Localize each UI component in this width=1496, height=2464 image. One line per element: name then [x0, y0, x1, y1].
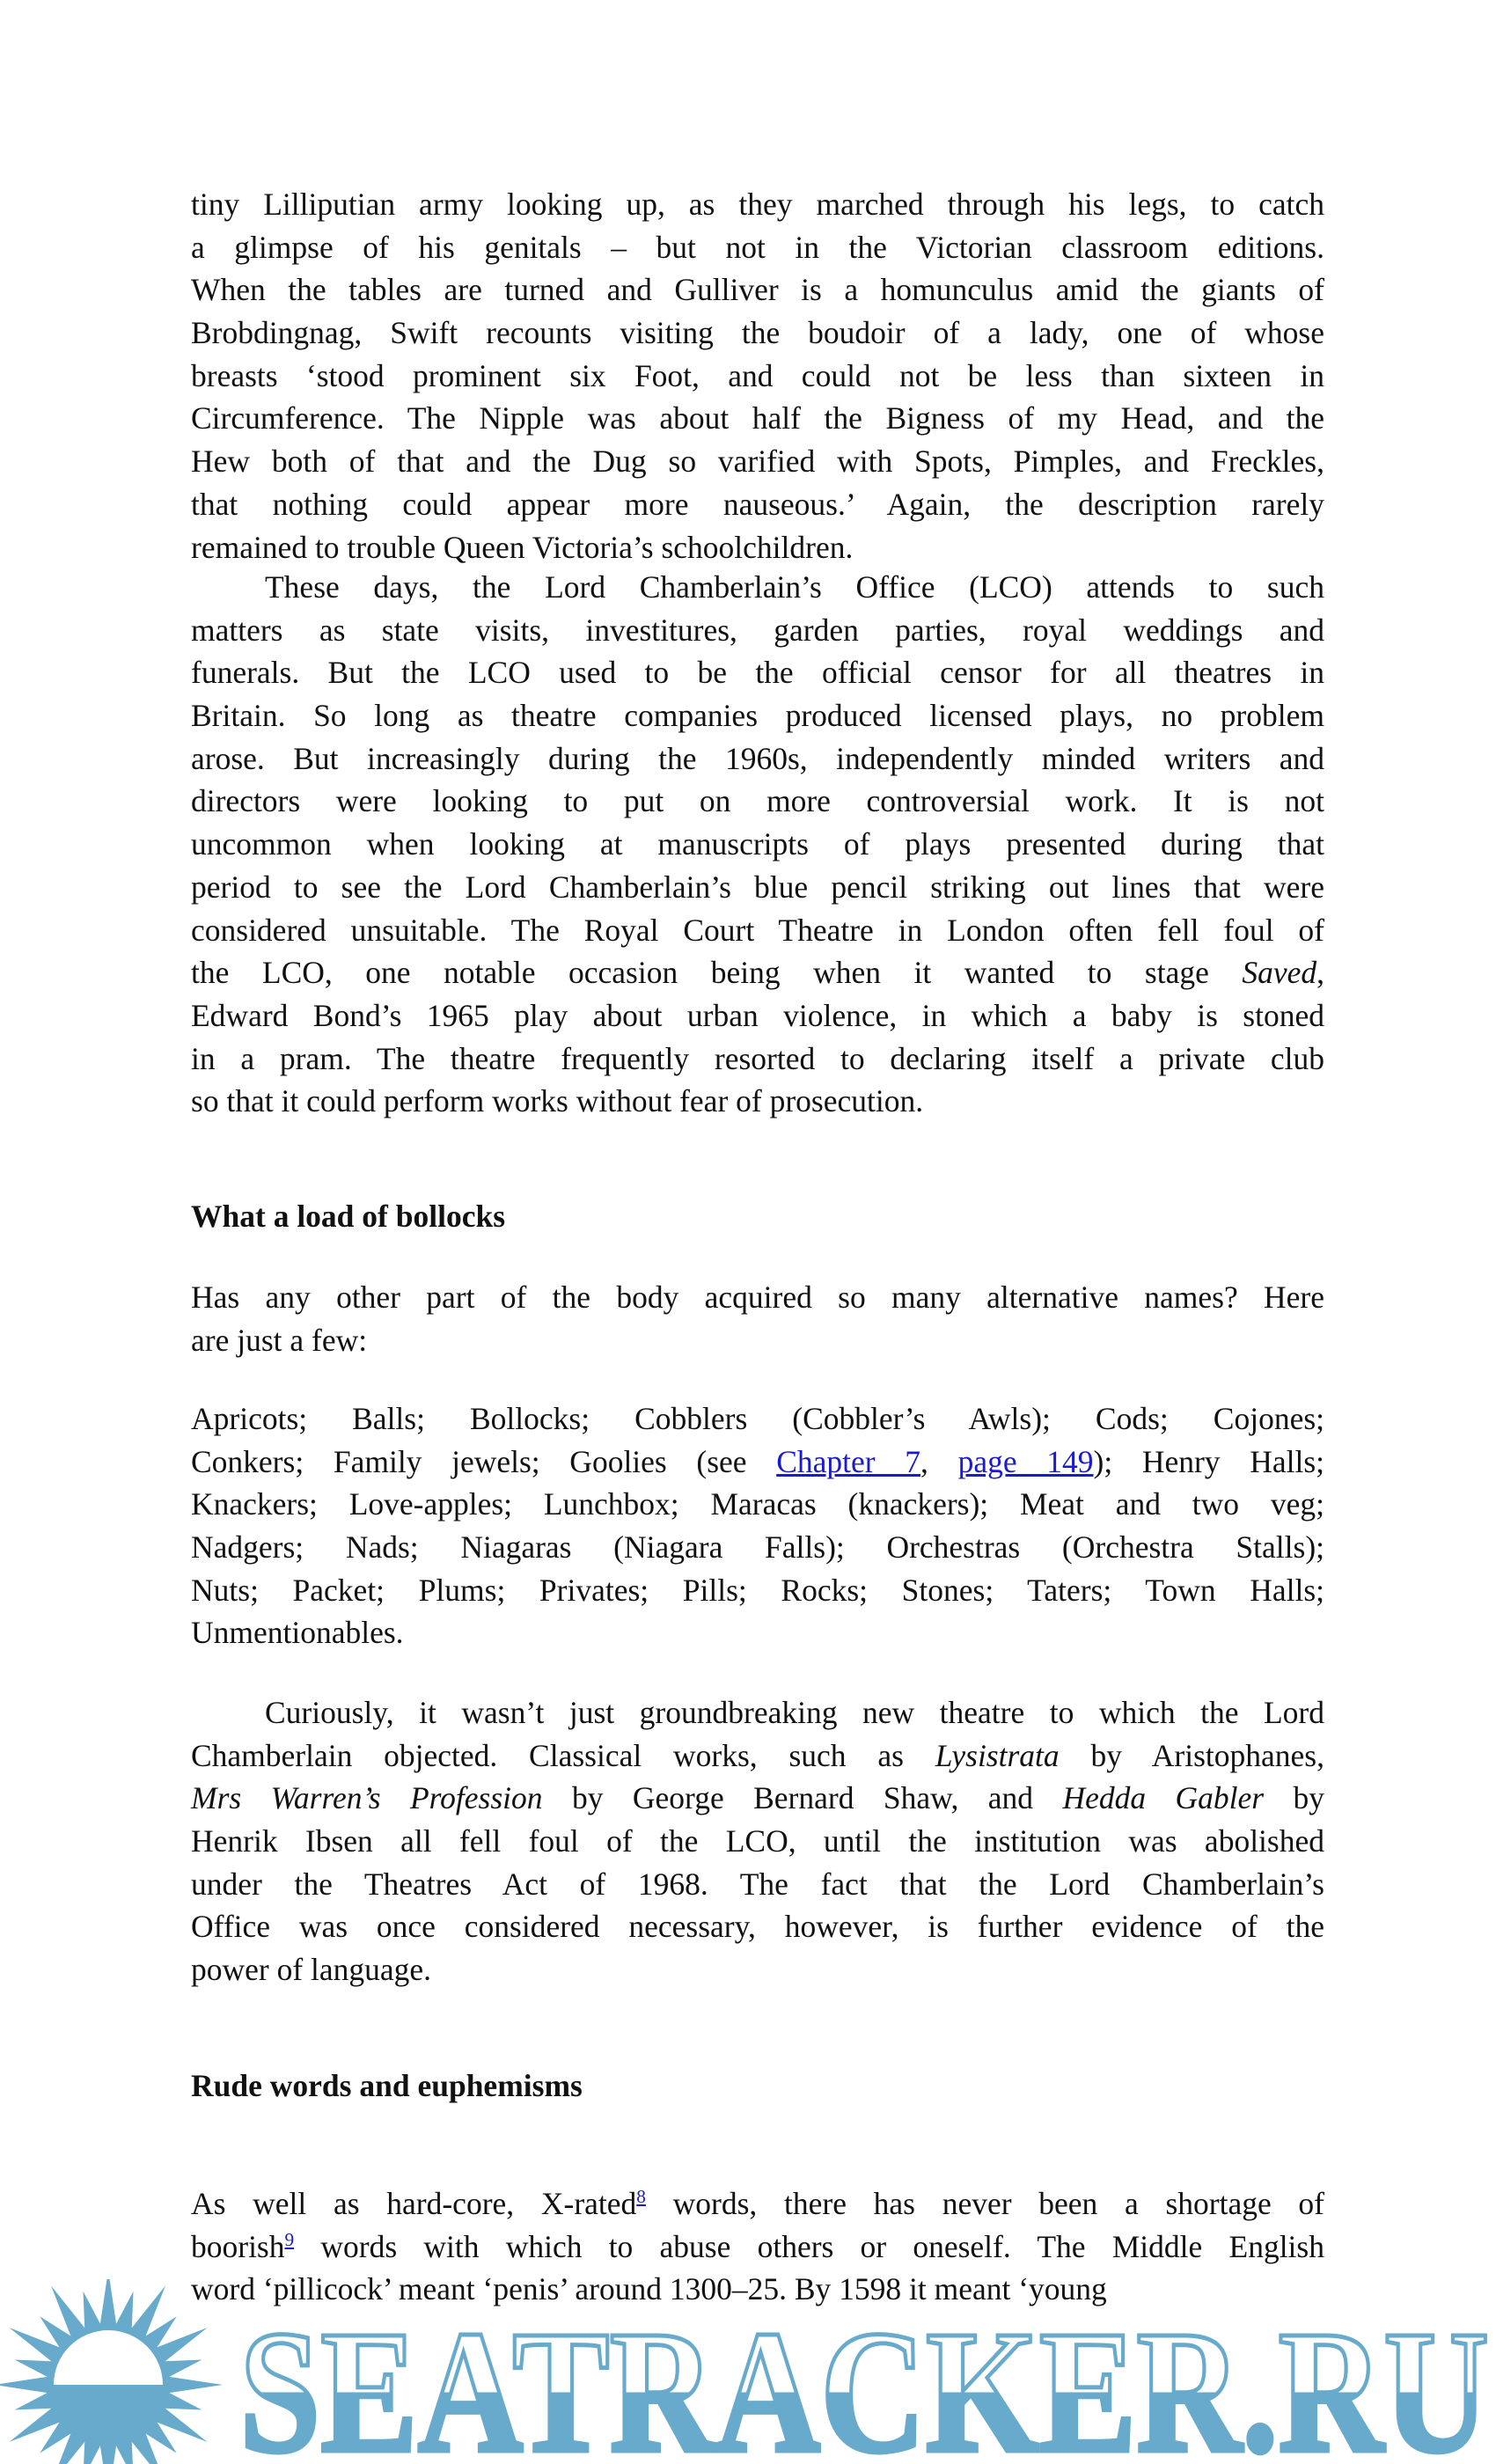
text-line: [191, 909, 1324, 952]
text-segment: Henrik Ibsen all fell foul of the LCO, until the institution was abolished: [191, 1823, 1324, 1859]
text-segment: As well as hard-core, X-rated: [191, 2186, 637, 2221]
text-segment: uncommon when looking at manuscripts of plays presented during that: [191, 826, 1324, 862]
text-line: [191, 1441, 1324, 1484]
text-line: [191, 823, 1324, 866]
text-line: [191, 1483, 1324, 1526]
text-line: [191, 1080, 1324, 1123]
heading-text: [191, 2064, 1324, 2108]
text-line: [191, 609, 1324, 652]
text-line: [191, 1691, 1324, 1734]
italic-title: Hedda Gabler: [1062, 1780, 1265, 1816]
text-segment: Britain. So long as theatre companies produced licensed plays, no problem: [191, 698, 1324, 734]
text-segment: ,: [920, 1443, 958, 1479]
text-line: [191, 1948, 1324, 1991]
text-segment: arose. But increasingly during the 1960s, independently minded writers and: [191, 740, 1324, 776]
text-line: [191, 526, 1324, 569]
text-line: [191, 994, 1324, 1038]
italic-title: Saved: [1242, 955, 1317, 991]
text-line: [191, 2226, 1324, 2269]
text-segment: Knackers; Love-apples; Lunchbox; Maracas (knackers); Meat and two veg;: [191, 1486, 1324, 1522]
heading-text: [191, 1195, 1324, 1238]
text-segment: period to see the Lord Chamberlain’s blue pencil striking out lines that were: [191, 869, 1324, 905]
footnote-link[interactable]: 9: [284, 2228, 295, 2250]
text-line: [191, 268, 1324, 312]
text-line: [191, 566, 1324, 609]
text-segment: Office was once considered necessary, however, is further evidence of the: [191, 1909, 1324, 1945]
cross-reference-link[interactable]: page 149: [957, 1443, 1094, 1479]
text-line: [191, 355, 1324, 398]
text-segment: funerals. But the LCO used to be the official censor for all theatres in: [191, 655, 1324, 691]
text-line: [191, 951, 1324, 994]
text-segment: What a load of bollocks: [191, 1199, 506, 1234]
text-segment: directors were looking to put on more controversial work. It is not: [191, 783, 1324, 819]
text-segment: Nuts; Packet; Plums; Privates; Pills; Rocks; Stones; Taters; Town Halls;: [191, 1572, 1324, 1608]
section-heading: [191, 1195, 1324, 1238]
text-segment: Rude words and euphemisms: [191, 2068, 583, 2103]
paragraph-lco: [191, 566, 1324, 1123]
text-line: [191, 483, 1324, 526]
text-segment: power of language.: [191, 1952, 432, 1988]
text-line: [191, 780, 1324, 823]
text-segment: boorish: [191, 2228, 285, 2264]
text-segment: Curiously, it wasn’t just groundbreaking new theatre to which the Lord: [265, 1695, 1324, 1730]
text-segment: Circumference. The Nipple was about half the Bigness of my Head, and the: [191, 400, 1324, 436]
text-segment: Nadgers; Nads; Niagaras (Niagara Falls); Orchestras (Orchestra Stalls);: [191, 1529, 1324, 1566]
text-segment: Chamberlain objected. Classical works, such as: [191, 1737, 935, 1773]
text-line: [191, 226, 1324, 269]
text-line: [191, 737, 1324, 781]
text-segment: matters as state visits, investitures, garden parties, royal weddings and: [191, 612, 1324, 648]
text-line: [191, 183, 1324, 226]
paragraph-intro-names: [191, 1276, 1324, 1361]
text-segment: Brobdingnag, Swift recounts visiting the boudoir of a lady, one of whose: [191, 315, 1324, 351]
text-segment: Edward Bond’s 1965 play about urban violence, in which a baby is stoned: [191, 997, 1324, 1033]
text-segment: considered unsuitable. The Royal Court Theatre in London often fell foul of: [191, 912, 1324, 948]
text-line: [191, 440, 1324, 483]
text-line: [191, 1611, 1324, 1654]
text-line: [191, 1526, 1324, 1569]
text-line: [191, 866, 1324, 909]
text-segment: by George Bernard Shaw, and: [542, 1780, 1063, 1816]
text-line: [191, 694, 1324, 737]
sun-icon: [0, 2279, 223, 2464]
text-segment: These days, the Lord Chamberlain’s Office (LCO) attends to such: [265, 569, 1324, 605]
text-segment: are just a few:: [191, 1322, 368, 1358]
text-line: [191, 1276, 1324, 1319]
text-line: [191, 1038, 1324, 1081]
text-segment: ,: [1316, 955, 1324, 991]
text-segment: breasts ‘stood prominent six Foot, and could not be less than sixteen in: [191, 357, 1324, 393]
text-segment: When the tables are turned and Gulliver is a homunculus amid the giants of: [191, 272, 1324, 308]
text-segment: by: [1264, 1780, 1324, 1816]
text-line: [191, 1777, 1324, 1820]
text-segment: so that it could perform works without fear of prosecution.: [191, 1083, 924, 1119]
text-segment: remained to trouble Queen Victoria’s schoolchildren.: [191, 529, 854, 565]
section-heading: [191, 2064, 1324, 2108]
text-segment: Hew both of that and the Dug so varified with Spots, Pimples, and Freckles,: [191, 444, 1324, 480]
text-line: [191, 312, 1324, 355]
text-segment: under the Theatres Act of 1968. The fact that the Lord Chamberlain’s: [191, 1866, 1324, 1902]
text-segment: tiny Lilliputian army looking up, as they marched through his legs, to catch: [191, 187, 1324, 222]
text-line: [191, 397, 1324, 440]
italic-title: Mrs Warren’s Profession: [191, 1780, 543, 1816]
paragraph-classical-works: [191, 1691, 1324, 1991]
text-segment: Unmentionables.: [191, 1615, 404, 1651]
text-segment: words with which to abuse others or oneself. The Middle English: [294, 2228, 1324, 2264]
italic-title: Lysistrata: [935, 1737, 1060, 1773]
names-list: [191, 1397, 1324, 1654]
text-segment: words, there has never been a shortage of: [645, 2186, 1324, 2221]
text-line: [191, 1863, 1324, 1906]
text-segment: Apricots; Balls; Bollocks; Cobblers (Cobbler’s Awls); Cods; Cojones;: [191, 1401, 1324, 1436]
footnote-link[interactable]: 8: [636, 2186, 646, 2208]
text-line: [191, 1319, 1324, 1362]
text-segment: the LCO, one notable occasion being when it wanted to stage: [191, 955, 1243, 991]
text-segment: that nothing could appear more nauseous.’ Again, the description rarely: [191, 486, 1324, 522]
text-segment: in a pram. The theatre frequently resorted to declaring itself a private club: [191, 1040, 1324, 1076]
text-segment: ); Henry Halls;: [1093, 1443, 1325, 1479]
watermark-logo: [0, 2279, 1496, 2464]
text-line: [191, 651, 1324, 694]
text-line: [191, 1397, 1324, 1441]
text-segment: word ‘pillicock’ meant ‘penis’ around 1300–25. By 1598 it meant ‘young: [191, 2271, 1107, 2307]
text-line: [191, 1905, 1324, 1948]
text-segment: a glimpse of his genitals – but not in the Victorian classroom editions.: [191, 229, 1324, 265]
watermark-text: SEATRACKER.RU: [239, 2295, 1489, 2464]
text-line: [191, 1569, 1324, 1612]
text-segment: Has any other part of the body acquired so many alternative names? Here: [191, 1280, 1324, 1315]
cross-reference-link[interactable]: Chapter 7: [776, 1443, 921, 1479]
text-segment: by Aristophanes,: [1059, 1737, 1324, 1773]
text-line: [191, 1820, 1324, 1863]
text-line: [191, 1734, 1324, 1778]
text-segment: Conkers; Family jewels; Goolies (see: [191, 1443, 777, 1479]
paragraph-gulliver: [191, 183, 1324, 568]
text-line: [191, 2182, 1324, 2226]
